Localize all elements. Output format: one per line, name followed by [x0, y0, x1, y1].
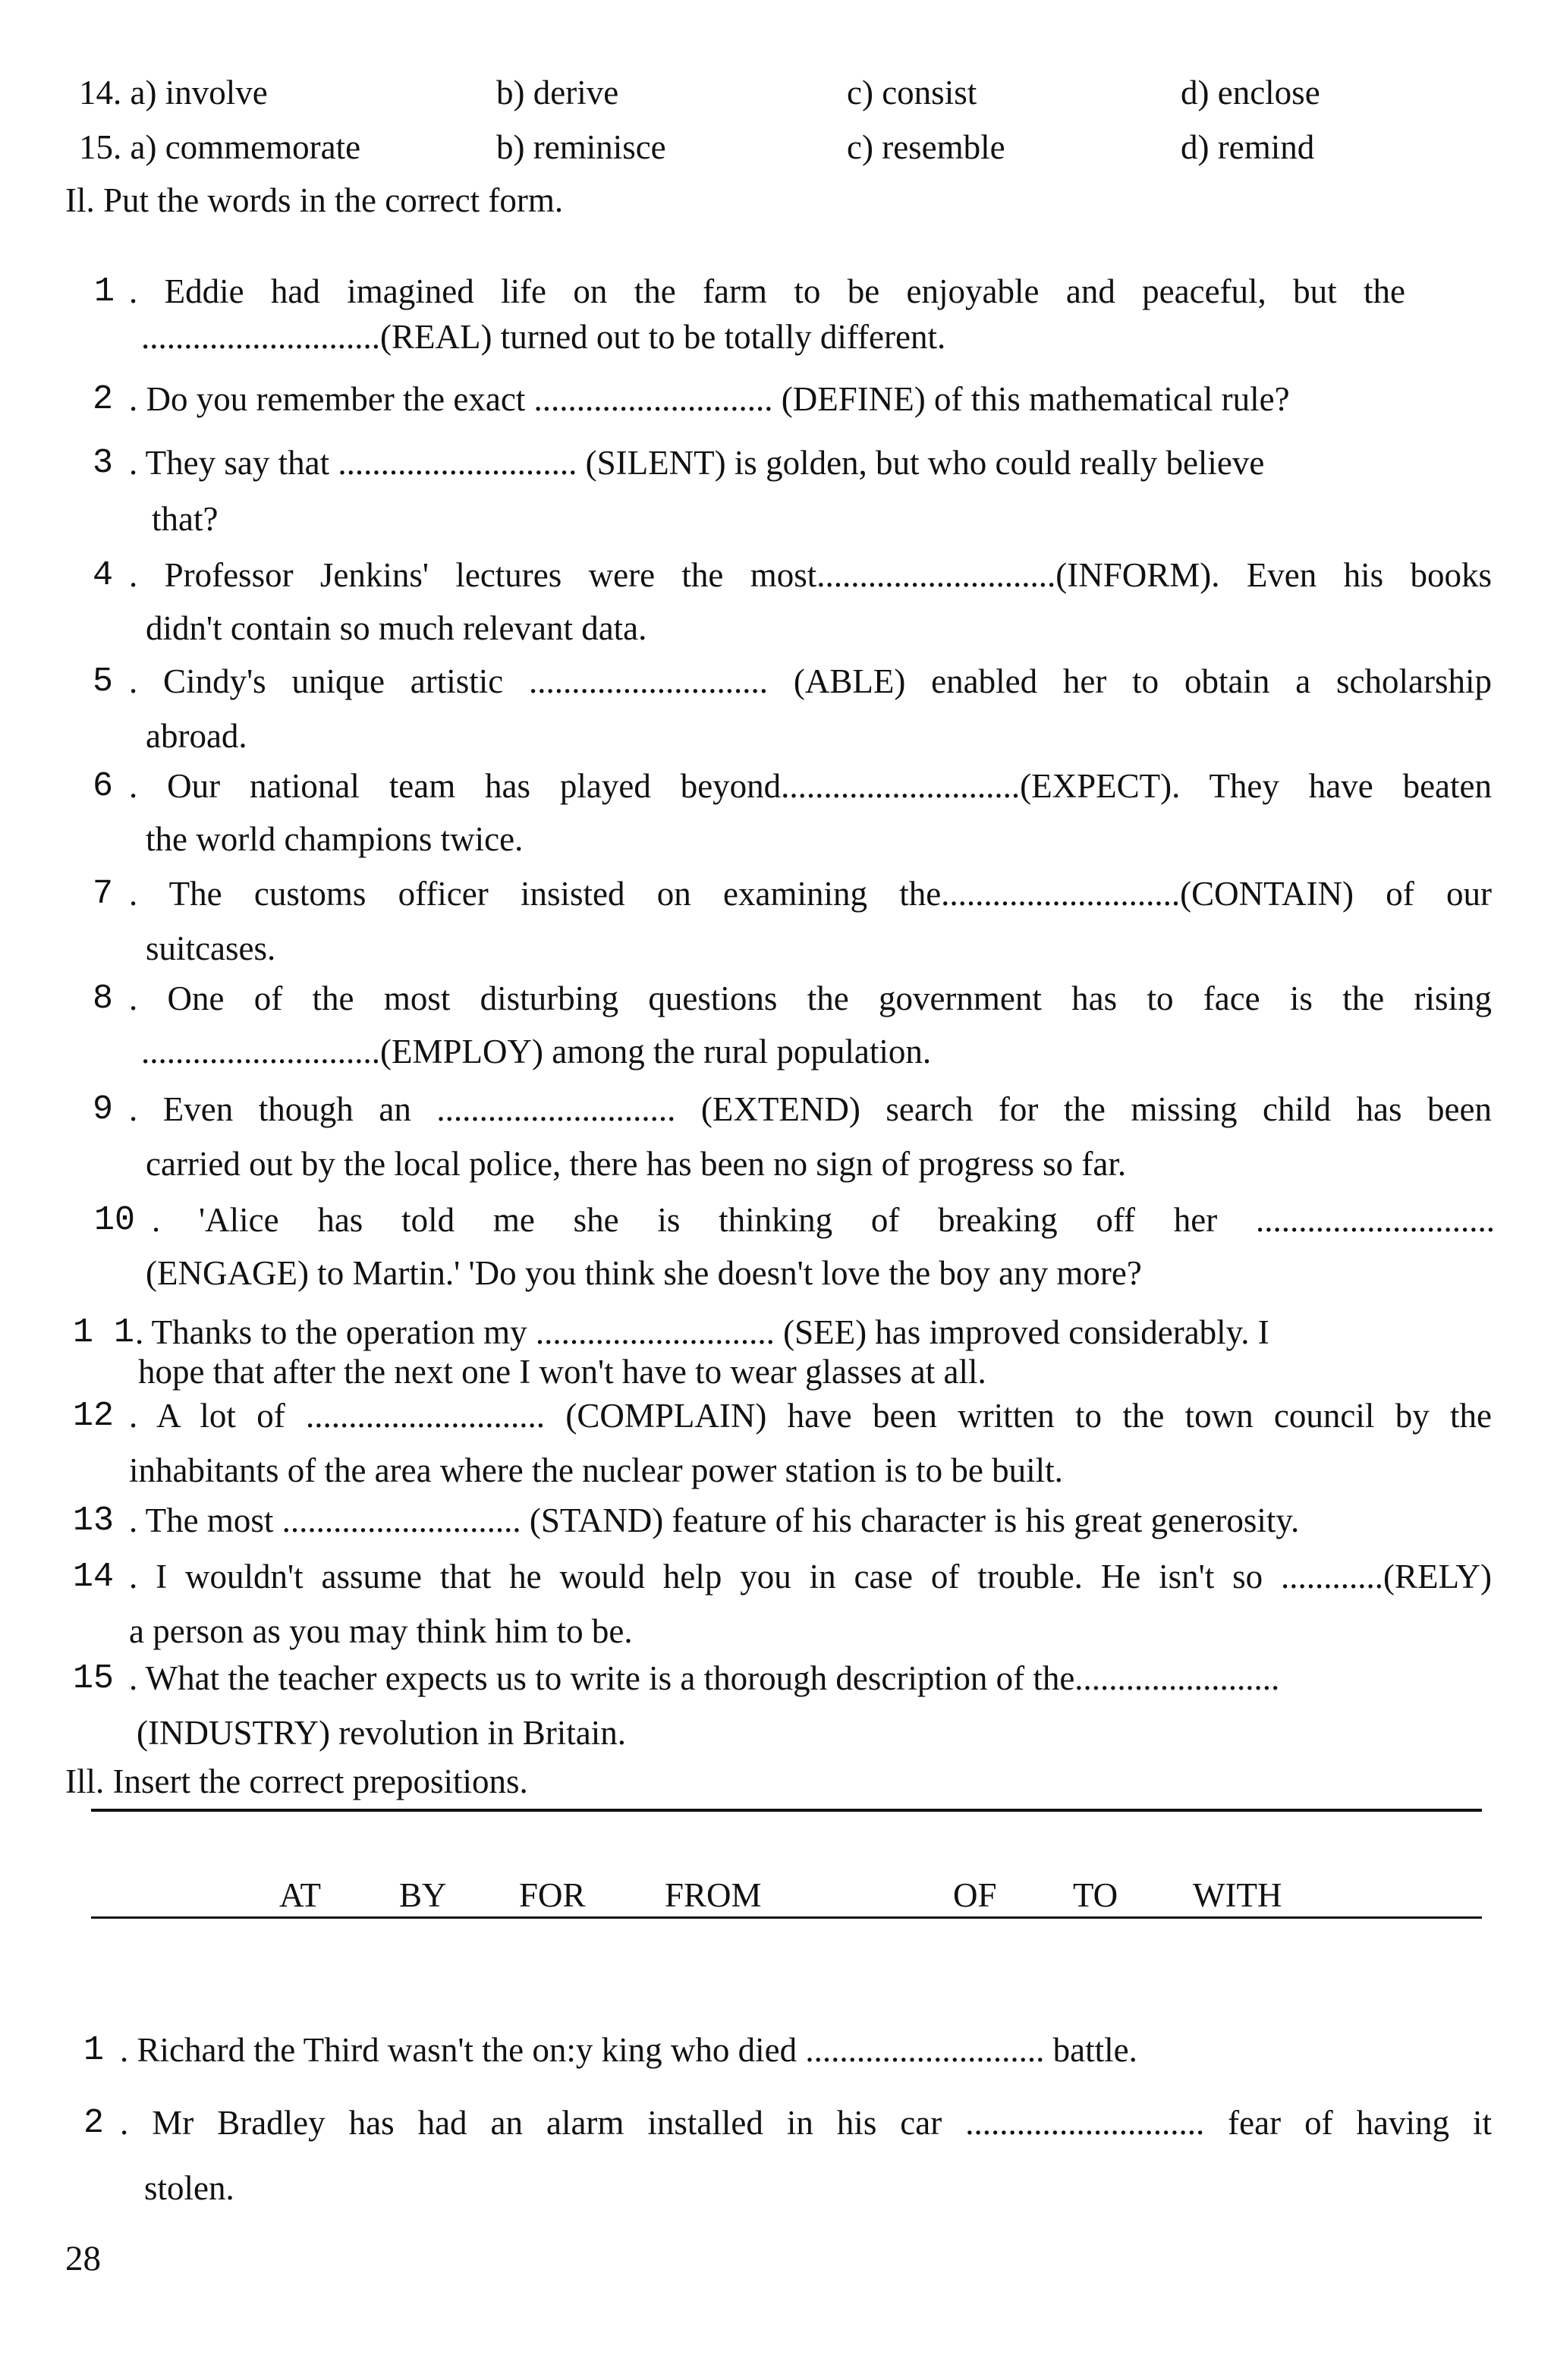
preposition-from: FROM: [665, 1876, 762, 1914]
item-number: 15: [73, 1659, 115, 1698]
item-number: 5: [93, 662, 114, 701]
exercise-line: . I wouldn't assume that he would help you in case of trouble. He isn't so ............(RELY): [129, 1558, 1492, 1596]
exercise-line-continued: inhabitants of the area where the nuclear power station is to be built.: [129, 1451, 1063, 1489]
item-number: 4: [93, 556, 114, 595]
item-number: 1: [94, 272, 115, 311]
item-number: 2: [83, 2104, 105, 2143]
preposition-of: OF: [953, 1876, 997, 1914]
exercise-line: . The most ............................ (STAND) feature of his character is his great generosity.: [129, 1501, 1300, 1539]
mc-row-15-b: b) reminisce: [496, 128, 666, 166]
exercise-line-continued: abroad.: [146, 717, 247, 755]
preposition-for: FOR: [519, 1876, 586, 1914]
mc-row-14-d: d) enclose: [1181, 74, 1320, 112]
exercise-line-continued: ............................(REAL) turned out to be totally different.: [141, 318, 946, 356]
section-2-title: Il. Put the words in the correct form.: [65, 181, 564, 219]
exercise-line: . Professor Jenkins' lectures were the most............................(INFORM). Even his books: [129, 556, 1492, 594]
item-number: 8: [93, 979, 114, 1018]
mc-row-15-c: c) resemble: [847, 128, 1005, 166]
exercise-line: . Our national team has played beyond............................(EXPECT). They have beaten: [129, 767, 1492, 805]
mc-row-14-c: c) consist: [847, 74, 977, 112]
item-number: 6: [93, 767, 114, 806]
preposition-to: TO: [1073, 1876, 1118, 1914]
exercise-line: . One of the most disturbing questions the government has to face is the rising: [129, 979, 1492, 1017]
exercise-line-continued: ............................(EMPLOY) among the rural population.: [141, 1033, 932, 1071]
preposition-by: BY: [399, 1876, 447, 1914]
mc-row-15-d: d) remind: [1181, 128, 1315, 166]
mc-row-14-b: b) derive: [496, 74, 619, 112]
mc-row-14-a: 14. a) involve: [79, 74, 268, 112]
mc-row-15-a: 15. a) commemorate: [79, 128, 361, 166]
exercise-line: . 'Alice has told me she is thinking of breaking off her ............................: [152, 1201, 1495, 1239]
item-number: 1: [83, 2031, 105, 2070]
exercise-line: . The customs officer insisted on examining the............................(CONTAIN) of our: [129, 875, 1492, 913]
section-3-title: Ill. Insert the correct prepositions.: [65, 1762, 528, 1800]
section-3-top-rule: [91, 1809, 1482, 1812]
item-number: 2: [93, 380, 114, 419]
preposition-with: WITH: [1193, 1876, 1282, 1914]
exercise-line: . Cindy's unique artistic ............................ (ABLE) enabled her to obtain a scholarship: [129, 662, 1492, 700]
item-number: 13: [73, 1501, 115, 1540]
exercise-line: . Mr Bradley has had an alarm installed in his car ............................ fear of having it: [120, 2104, 1492, 2142]
item-number: 7: [93, 875, 114, 913]
exercise-line-continued: a person as you may think him to be.: [129, 1612, 633, 1650]
item-number: 14: [73, 1558, 115, 1596]
item-number: 9: [93, 1090, 114, 1129]
exercise-line: . A lot of ............................ (COMPLAIN) have been written to the town council by the: [129, 1397, 1492, 1435]
exercise-line: . Even though an ............................ (EXTEND) search for the missing child has been: [129, 1090, 1492, 1128]
exercise-line: . Richard the Third wasn't the on:y king who died ............................ battle.: [120, 2031, 1137, 2069]
exercise-line-continued: hope that after the next one I won't have to wear glasses at all.: [138, 1353, 986, 1391]
item-number: 12: [73, 1397, 115, 1435]
item-number: 1 1: [73, 1313, 135, 1352]
exercise-line-continued: that?: [152, 500, 219, 538]
item-number: 10: [94, 1201, 136, 1240]
exercise-line-continued: carried out by the local police, there has been no sign of progress so far.: [146, 1145, 1127, 1183]
exercise-line-continued: (ENGAGE) to Martin.' 'Do you think she doesn't love the boy any more?: [146, 1254, 1142, 1292]
exercise-line-continued: suitcases.: [146, 929, 276, 967]
exercise-line-continued: (INDUSTRY) revolution in Britain.: [137, 1714, 626, 1752]
item-number: 3: [93, 444, 114, 483]
exercise-line-continued: didn't contain so much relevant data.: [146, 609, 647, 647]
section-3-bottom-rule: [91, 1916, 1482, 1919]
page-number: 28: [65, 2239, 101, 2278]
exercise-line: . Eddie had imagined life on the farm to be enjoyable and peaceful, but the: [129, 272, 1405, 310]
exercise-line: . Thanks to the operation my ............................ (SEE) has improved considerably. I: [135, 1313, 1269, 1351]
exercise-line: . What the teacher expects us to write is a thorough description of the........................: [129, 1659, 1280, 1697]
exercise-line: . Do you remember the exact ............................ (DEFINE) of this mathematical rule?: [129, 380, 1290, 418]
exercise-line-continued: the world champions twice.: [146, 820, 524, 858]
preposition-at: AT: [279, 1876, 321, 1914]
exercise-line: . They say that ............................ (SILENT) is golden, but who could really believe: [129, 444, 1265, 482]
exercise-line-continued: stolen.: [144, 2169, 234, 2207]
